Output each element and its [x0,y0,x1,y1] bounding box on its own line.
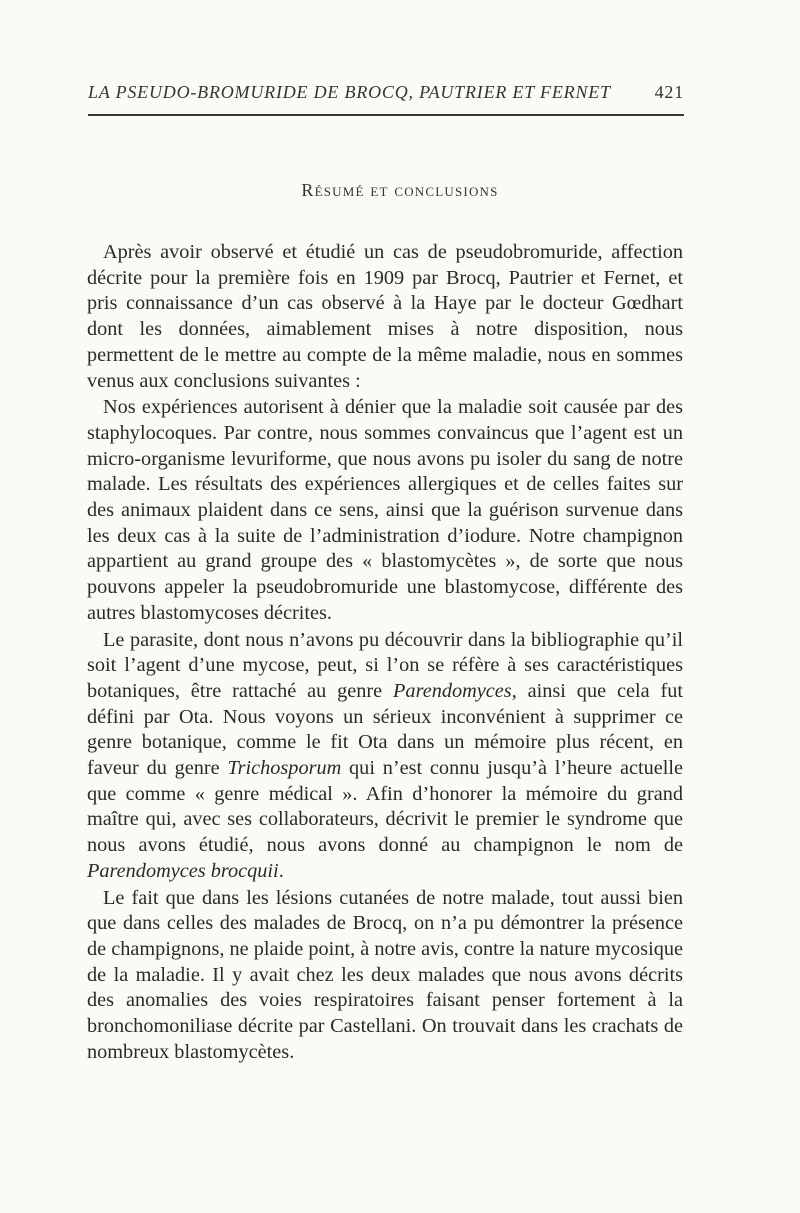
section-title: Résumé et conclusions [301,180,499,200]
page-number: 421 [654,82,684,102]
header-rule [88,114,684,116]
paragraph-1 [87,240,683,394]
paragraph-3 [87,628,683,885]
genus-parendomyces: Parendomyces [393,679,512,702]
paragraph-4 [87,886,683,1066]
paragraph-3-text-d: . [278,859,284,882]
paragraph-3-text-b: , ainsi que cela fut défini par Ota. Nous voyons un sérieux inconvénient à supprimer ce genre botanique, comme le fit Ota dans un mémoire plus récent, en faveur du genre [87,679,683,780]
species-parendomyces-brocquii: Parendomyces brocquii [87,859,279,882]
running-header [88,82,684,108]
paragraph-3-text-c: qui n’est connu jusqu’à l’heure actuelle que comme « genre médical ». Afin d’honorer la mémoire du grand maître qui, avec ses collaborateurs, décrivit le premier le syndrome que nous avons étudié, nous avons donné au champignon le nom de [87,757,683,857]
genus-trichosporum: Trichosporum [227,757,342,780]
paragraph-3-text-a: Le parasite, dont nous n’avons pu découvrir dans la bibliographie qu’il soit l’agent d’une mycose, peut, si l’on se réfère à ses caractéristiques botaniques, être rattaché au genre [87,628,683,702]
paragraph-2 [87,395,683,626]
paragraph-2-text: Nos expériences autorisent à dénier que la maladie soit causée par des staphylocoques. Par contre, nous sommes convaincus que l’agent est un micro-organisme levuriforme, que nous avons pu isoler du sang de notre malade. Les résultats des expériences allergiques et de celles faites sur des animaux plaident dans ce sens, ainsi que la guérison survenue dans les deux cas à la suite de l’administration d’iodure. Notre champignon appartient au grand groupe des « blastomycètes », de sorte que nous pouvons appeler la pseudobromuride une blastomycose, différente des autres blastomycoses décrites. [87,396,683,624]
running-title: LA PSEUDO-BROMURIDE DE BROCQ, PAUTRIER ET FERNET [88,82,611,102]
body-text [87,240,683,1066]
paragraph-4-text: Le fait que dans les lésions cutanées de notre malade, tout aussi bien que dans celles des malades de Brocq, on n’a pu démontrer la présence de champignons, ne plaide point, à notre avis, contre la nature mycosique de la maladie. Il y avait chez les deux malades que nous avons décrits des anomalies des voies respiratoires faisant penser fortement à la bronchomoniliase décrite par Castellani. On trouvait dans les crachats de nombreux blastomycètes. [87,886,683,1063]
paragraph-1-text: Après avoir observé et étudié un cas de pseudobromuride, affection décrite pour la première fois en 1909 par Brocq, Pautrier et Fernet, et pris connaissance d’un cas observé à la Haye par le docteur Gœdhart dont les données, aimablement mises à notre disposition, nous permettent de le mettre au compte de la même maladie, nous en sommes venus aux conclusions suivantes : [87,241,683,392]
